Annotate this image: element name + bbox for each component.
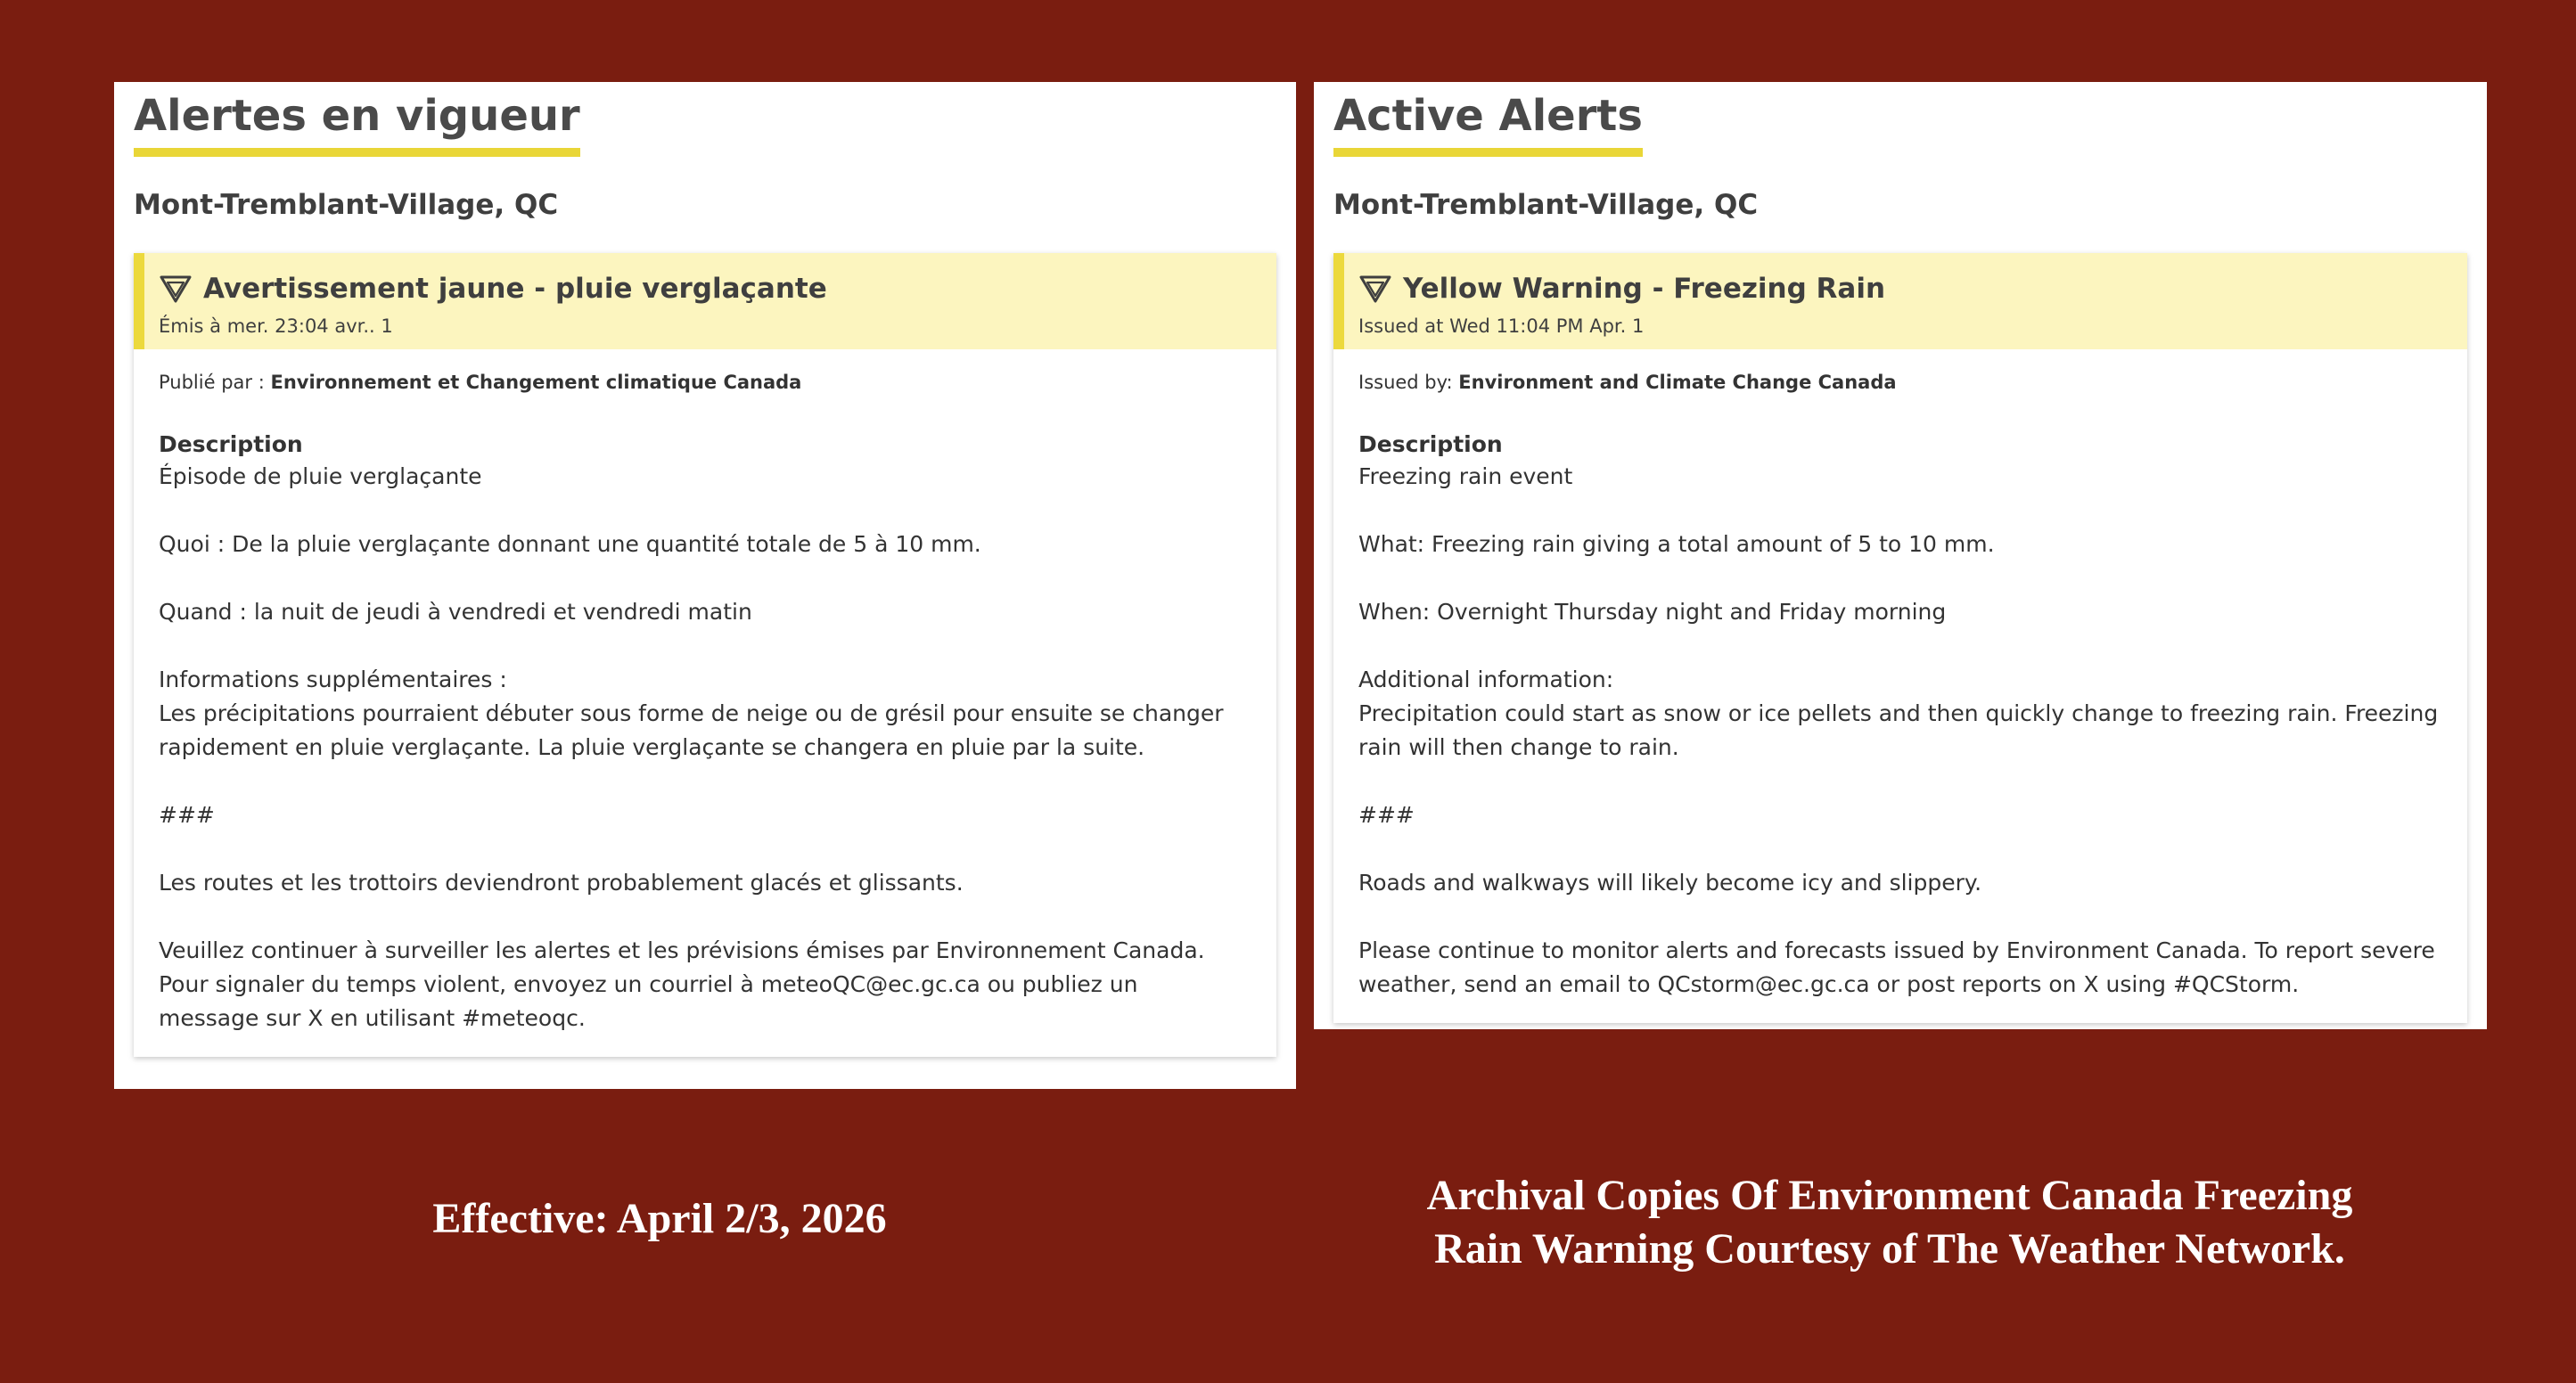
publisher-name: Environment and Climate Change Canada — [1458, 372, 1897, 393]
info-line: Precipitation could start as snow or ice pellets and then quickly change to freezing rain. Freezing — [1358, 700, 2439, 726]
info-line: Les précipitations pourraient débuter sous forme de neige ou de grésil pour ensuite se changer — [159, 700, 1224, 726]
location-label: Mont-Tremblant-Village, QC — [1333, 189, 1759, 221]
alert-body — [134, 349, 1276, 1057]
alert-card-header[interactable] — [134, 253, 1276, 349]
separator: ### — [159, 802, 215, 828]
alert-title: Yellow Warning - Freezing Rain — [1403, 273, 1886, 305]
location-label: Mont-Tremblant-Village, QC — [134, 189, 559, 221]
triangle-warning-icon — [1358, 274, 1392, 304]
monitor-line: Veuillez continuer à surveiller les alertes et les prévisions émises par Environnement Canada. — [159, 937, 1205, 963]
publisher-label: Publié par : — [159, 372, 271, 393]
triangle-warning-icon — [159, 274, 193, 304]
alerts-panel-english — [1314, 82, 2487, 1029]
monitor-line: weather, send an email to QCstorm@ec.gc.ca or post reports on X using #QCStorm. — [1358, 971, 2300, 997]
alert-card[interactable] — [1333, 253, 2467, 1023]
info-line: rain will then change to rain. — [1358, 734, 1679, 760]
what-line: Quoi : De la pluie verglaçante donnant une quantité totale de 5 à 10 mm. — [159, 531, 981, 557]
issued-time: Émis à mer. 23:04 avr.. 1 — [159, 315, 393, 337]
alerts-panel-french — [114, 82, 1296, 1089]
when-line: Quand : la nuit de jeudi à vendredi et vendredi matin — [159, 599, 752, 625]
description-label: Description — [1358, 431, 1503, 457]
alert-title: Avertissement jaune - pluie verglaçante — [203, 273, 827, 305]
page-title: Alertes en vigueur — [134, 89, 580, 157]
info-line: rapidement en pluie verglaçante. La pluie verglaçante se changera en pluie par la suite. — [159, 734, 1145, 760]
alert-card-header[interactable] — [1333, 253, 2467, 349]
monitor-line: Pour signaler du temps violent, envoyez un courriel à meteoQC@ec.gc.ca ou publiez un — [159, 971, 1138, 997]
info-label: Informations supplémentaires : — [159, 667, 507, 692]
when-line: When: Overnight Thursday night and Friday morning — [1358, 599, 1947, 625]
event-line: Épisode de pluie verglaçante — [159, 463, 482, 489]
info-label: Additional information: — [1358, 667, 1614, 692]
issued-time: Issued at Wed 11:04 PM Apr. 1 — [1358, 315, 1645, 337]
what-line: What: Freezing rain giving a total amount of 5 to 10 mm. — [1358, 531, 1995, 557]
archival-caption — [1355, 1169, 2424, 1276]
roads-line: Roads and walkways will likely become icy and slippery. — [1358, 870, 1982, 896]
archival-caption-line: Rain Warning Courtesy of The Weather Network. — [1434, 1225, 2345, 1273]
publisher-line — [159, 365, 1251, 399]
description-label: Description — [159, 431, 303, 457]
monitor-line: message sur X en utilisant #meteoqc. — [159, 1005, 586, 1031]
monitor-line: Please continue to monitor alerts and forecasts issued by Environment Canada. To report severe — [1358, 937, 2435, 963]
publisher-label: Issued by: — [1358, 372, 1459, 393]
archival-caption-line: Archival Copies Of Environment Canada Freezing — [1426, 1172, 2353, 1219]
page-title: Active Alerts — [1333, 89, 1643, 157]
publisher-line — [1358, 365, 2442, 399]
alert-body — [1333, 349, 2467, 1023]
separator: ### — [1358, 802, 1415, 828]
alert-card[interactable] — [134, 253, 1276, 1057]
roads-line: Les routes et les trottoirs deviendront probablement glacés et glissants. — [159, 870, 964, 896]
event-line: Freezing rain event — [1358, 463, 1573, 489]
publisher-name: Environnement et Changement climatique Canada — [270, 372, 802, 393]
effective-date-caption: Effective: April 2/3, 2026 — [432, 1195, 887, 1242]
